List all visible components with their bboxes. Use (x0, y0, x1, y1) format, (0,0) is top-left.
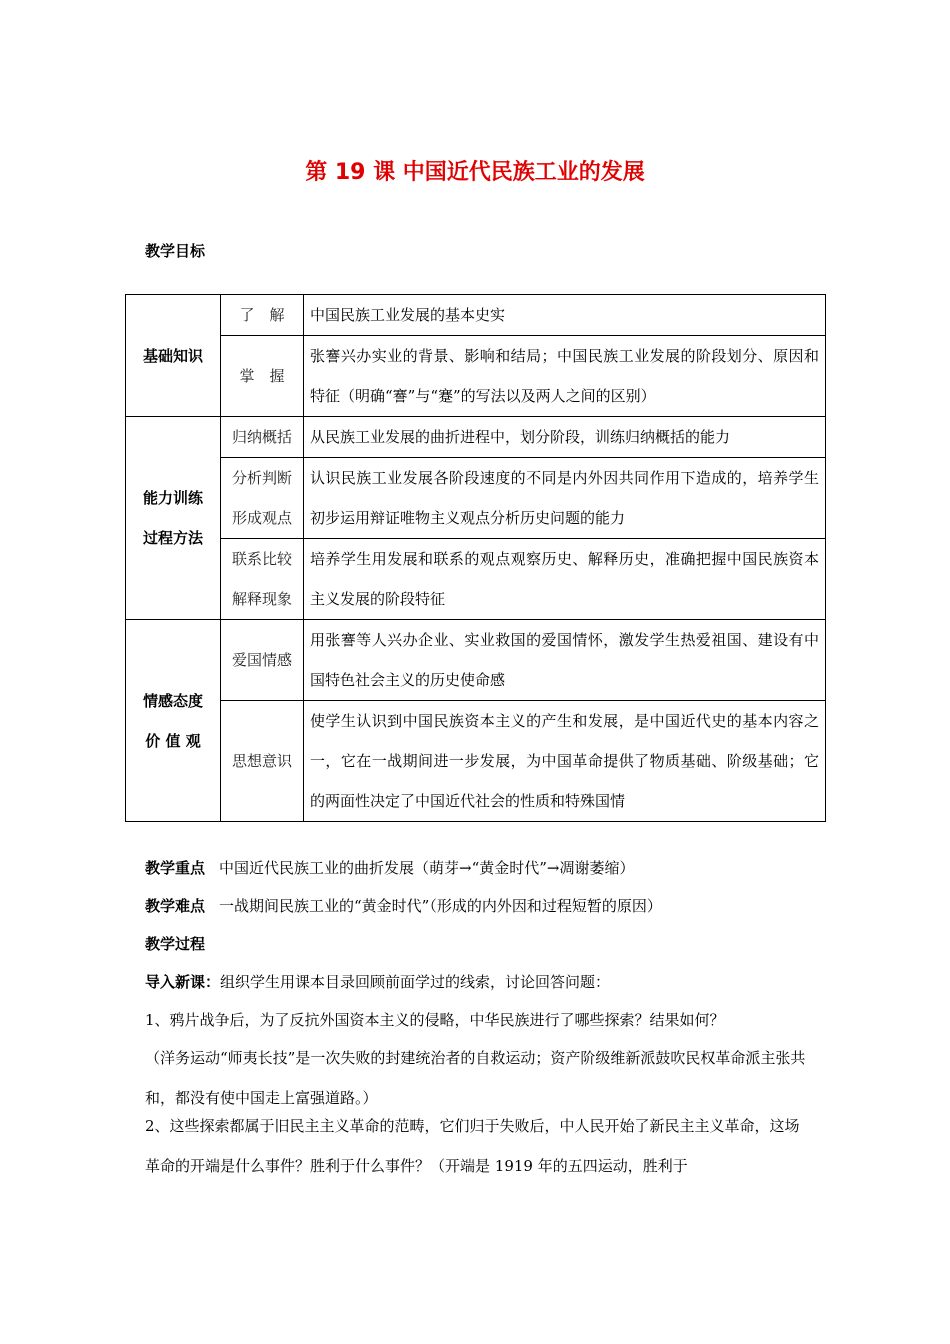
intro-label: 导入新课： (145, 973, 221, 991)
category-ability (126, 417, 221, 620)
sub-ideology: 思想意识 (221, 701, 304, 822)
content-understand: 中国民族工业发展的基本史实 (304, 295, 826, 336)
sub-master: 掌 握 (221, 336, 304, 417)
sub-understand: 了 解 (221, 295, 304, 336)
sub-summarize: 归纳概括 (221, 417, 304, 458)
key-point (145, 848, 810, 888)
question-2: 2、这些探索都属于旧民主主义革命的范畴，它们归于失败后，中人民开始了新民主主义革命，这场革命的开端是什么事件？胜利于什么事件？（开端是 1919 年的五四运动，胜利于 (145, 1117, 800, 1175)
process-heading-text: 教学过程 (145, 935, 206, 953)
table-row (126, 295, 826, 336)
content-analyze: 认识民族工业发展各阶段速度的不同是内外因共同作用下造成的，培养学生初步运用辩证唯物主义观点分析历史问题的能力 (304, 458, 826, 539)
process-heading (145, 924, 810, 964)
sub-analyze (221, 458, 304, 539)
category-emotion-line2: 价 值 观 (145, 731, 201, 750)
table-row (126, 417, 826, 458)
key-point-label: 教学重点 (145, 859, 206, 877)
difficulty (145, 886, 810, 926)
content-patriotism: 用张謇等人兴办企业、实业救国的爱国情怀，激发学生热爱祖国、建设有中国特色社会主义的历史使命感 (304, 620, 826, 701)
sub-compare (221, 539, 304, 620)
table-row (126, 620, 826, 701)
category-emotion-line1: 情感态度 (142, 691, 203, 710)
content-ideology: 使学生认识到中国民族资本主义的产生和发展，是中国近代史的基本内容之一，它在一战期间进一步发展，为中国革命提供了物质基础、阶级基础；它的两面性决定了中国近代社会的性质和特殊国情 (304, 701, 826, 822)
table-row (126, 539, 826, 620)
table-row (126, 458, 826, 539)
objectives-table (125, 294, 826, 822)
difficulty-label: 教学难点 (145, 897, 206, 915)
category-ability-line1: 能力训练 (142, 489, 203, 507)
content-master: 张謇兴办实业的背景、影响和结局；中国民族工业发展的阶段划分、原因和特征（明确“謇”与“蹇”的写法以及两人之间的区别） (304, 336, 826, 417)
sub-compare-line1: 联系比较 (231, 550, 292, 568)
sub-analyze-line1: 分析判断 (231, 469, 292, 487)
question-1: 1、鸦片战争后，为了反抗外国资本主义的侵略，中华民族进行了哪些探索？结果如何？ (145, 1011, 725, 1029)
sub-analyze-line2: 形成观点 (231, 509, 292, 527)
content-compare: 培养学生用发展和联系的观点观察历史、解释历史，准确把握中国民族资本主义发展的阶段特征 (304, 539, 826, 620)
category-basic: 基础知识 (126, 295, 221, 417)
answer-1: （洋务运动“师夷长技”是一次失败的封建统治者的自救运动；资产阶级维新派鼓吹民权革命派主张共和，都没有使中国走上富强道路。） (145, 1049, 806, 1107)
key-point-text: 中国近代民族工业的曲折发展（萌芽→“黄金时代”→凋谢萎缩） (219, 859, 635, 877)
difficulty-text: 一战期间民族工业的“黄金时代”（形成的内外因和过程短暂的原因） (219, 897, 662, 915)
category-ability-line2: 过程方法 (142, 529, 203, 547)
intro-text: 组织学生用课本目录回顾前面学过的线索，讨论回答问题： (220, 973, 611, 991)
category-emotion (126, 620, 221, 822)
content-summarize: 从民族工业发展的曲折进程中，划分阶段，训练归纳概括的能力 (304, 417, 826, 458)
intro (145, 962, 810, 1002)
sub-compare-line2: 解释现象 (231, 590, 292, 608)
sub-patriotism: 爱国情感 (221, 620, 304, 701)
page-title: 第 19 课 中国近代民族工业的发展 (305, 160, 645, 185)
objectives-heading: 教学目标 (145, 242, 206, 260)
table-row (126, 336, 826, 417)
table-row (126, 701, 826, 822)
